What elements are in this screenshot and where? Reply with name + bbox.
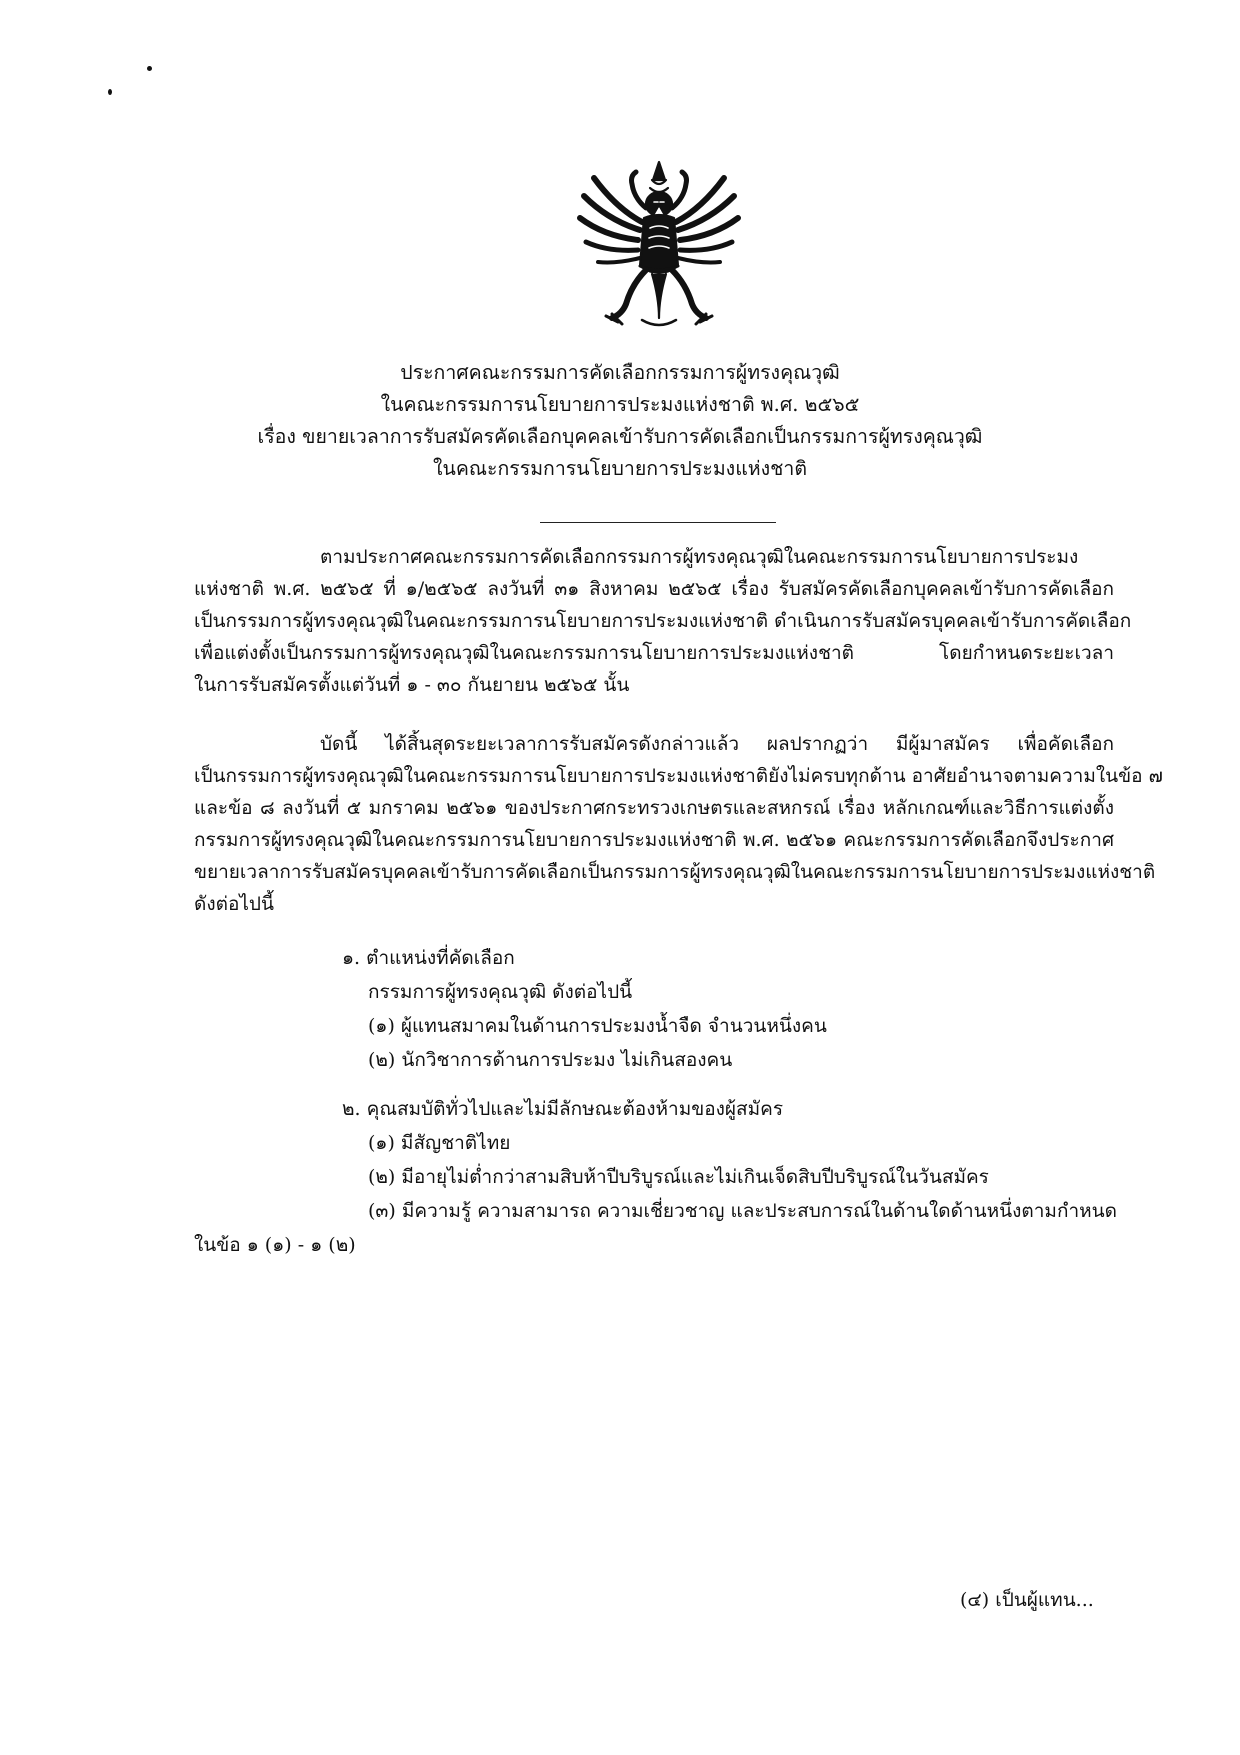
title-line: เรื่อง ขยายเวลาการรับสมัครคัดเลือกบุคคลเข้ารับการคัดเลือกเป็นกรรมการผู้ทรงคุณวุฒิ (257, 425, 983, 448)
paragraph-line: แห่งชาติ พ.ศ. ๒๕๖๕ ที่ ๑/๒๕๖๕ ลงวันที่ ๓๑ สิงหาคม ๒๕๖๕ เรื่อง รับสมัครคัดเลือกบุคคลเข้ารับการคัดเลือก (194, 578, 1114, 600)
paragraph-announcement (194, 728, 1163, 920)
title-line: ประกาศคณะกรรมการคัดเลือกกรรมการผู้ทรงคุณวุฒิ (400, 361, 840, 384)
paragraph-line: ดังต่อไปนี้ (194, 893, 274, 915)
section-1-item: (๒) นักวิชาการด้านการประมง ไม่เกินสองคน (368, 1049, 733, 1071)
paragraph-line: เป็นกรรมการผู้ทรงคุณวุฒิในคณะกรรมการนโยบายการประมงแห่งชาติยังไม่ครบทุกด้าน อาศัยอำนาจตามความในข้อ ๗ (194, 765, 1163, 787)
announcement-title (180, 357, 1060, 485)
section-2-heading: ๒. คุณสมบัติทั่วไปและไม่มีลักษณะต้องห้ามของผู้สมัคร (342, 1098, 784, 1120)
paragraph-line: เป็นกรรมการผู้ทรงคุณวุฒิในคณะกรรมการนโยบายการประมงแห่งชาติ ดำเนินการรับสมัครบุคคลเข้ารับการคัดเลือก (194, 610, 1132, 632)
section-1-item: (๑) ผู้แทนสมาคมในด้านการประมงน้ำจืด จำนวนหนึ่งคน (368, 1015, 827, 1037)
page-continuation: (๔) เป็นผู้แทน... (960, 1589, 1094, 1611)
section-2-item: (๑) มีสัญชาติไทย (368, 1132, 511, 1154)
paragraph-line: กรรมการผู้ทรงคุณวุฒิในคณะกรรมการนโยบายการประมงแห่งชาติ พ.ศ. ๒๕๖๑ คณะกรรมการคัดเลือกจึงประกาศ (194, 829, 1114, 851)
paragraph-line: และข้อ ๘ ลงวันที่ ๕ มกราคม ๒๕๖๑ ของประกาศกระทรวงเกษตรและสหกรณ์ เรื่อง หลักเกณฑ์และวิธีการแต่งตั้ง (194, 797, 1114, 819)
paragraph-background (194, 541, 1132, 701)
title-line: ในคณะกรรมการนโยบายการประมงแห่งชาติ พ.ศ. ๒๕๖๕ (380, 393, 860, 416)
scan-speck (147, 66, 152, 71)
scan-speck (108, 89, 112, 95)
section-2-item: (๓) มีความรู้ ความสามารถ ความเชี่ยวชาญ และประสบการณ์ในด้านใดด้านหนึ่งตามกำหนด (368, 1200, 1117, 1222)
paragraph-line: ตามประกาศคณะกรรมการคัดเลือกกรรมการผู้ทรงคุณวุฒิในคณะกรรมการนโยบายการประมง (320, 546, 1079, 568)
paragraph-line: บัดนี้ ได้สิ้นสุดระยะเวลาการรับสมัครดังกล่าวแล้ว ผลปรากฏว่า มีผู้มาสมัคร เพื่อคัดเลือก (320, 733, 1114, 755)
paragraph-line: ในการรับสมัครตั้งแต่วันที่ ๑ - ๓๐ กันยายน ๒๕๖๕ นั้น (194, 674, 630, 696)
title-divider (540, 522, 776, 523)
section-2-item: (๒) มีอายุไม่ต่ำกว่าสามสิบห้าปีบริบูรณ์และไม่เกินเจ็ดสิบปีบริบูรณ์ในวันสมัคร (368, 1166, 989, 1188)
section-1-intro: กรรมการผู้ทรงคุณวุฒิ ดังต่อไปนี้ (368, 981, 633, 1003)
title-line: ในคณะกรรมการนโยบายการประมงแห่งชาติ (432, 457, 807, 480)
paragraph-line: เพื่อแต่งตั้งเป็นกรรมการผู้ทรงคุณวุฒิในคณะกรรมการนโยบายการประมงแห่งชาติ โดยกำหนดระยะเวลา (194, 642, 1114, 664)
paragraph-line: ขยายเวลาการรับสมัครบุคคลเข้ารับการคัดเลือกเป็นกรรมการผู้ทรงคุณวุฒิในคณะกรรมการนโยบายการประมงแห่งชาติ (194, 861, 1156, 883)
section-1-heading: ๑. ตำแหน่งที่คัดเลือก (342, 947, 515, 969)
garuda-emblem-icon (572, 158, 746, 330)
section-2-item-continuation: ในข้อ ๑ (๑) - ๑ (๒) (194, 1234, 356, 1256)
